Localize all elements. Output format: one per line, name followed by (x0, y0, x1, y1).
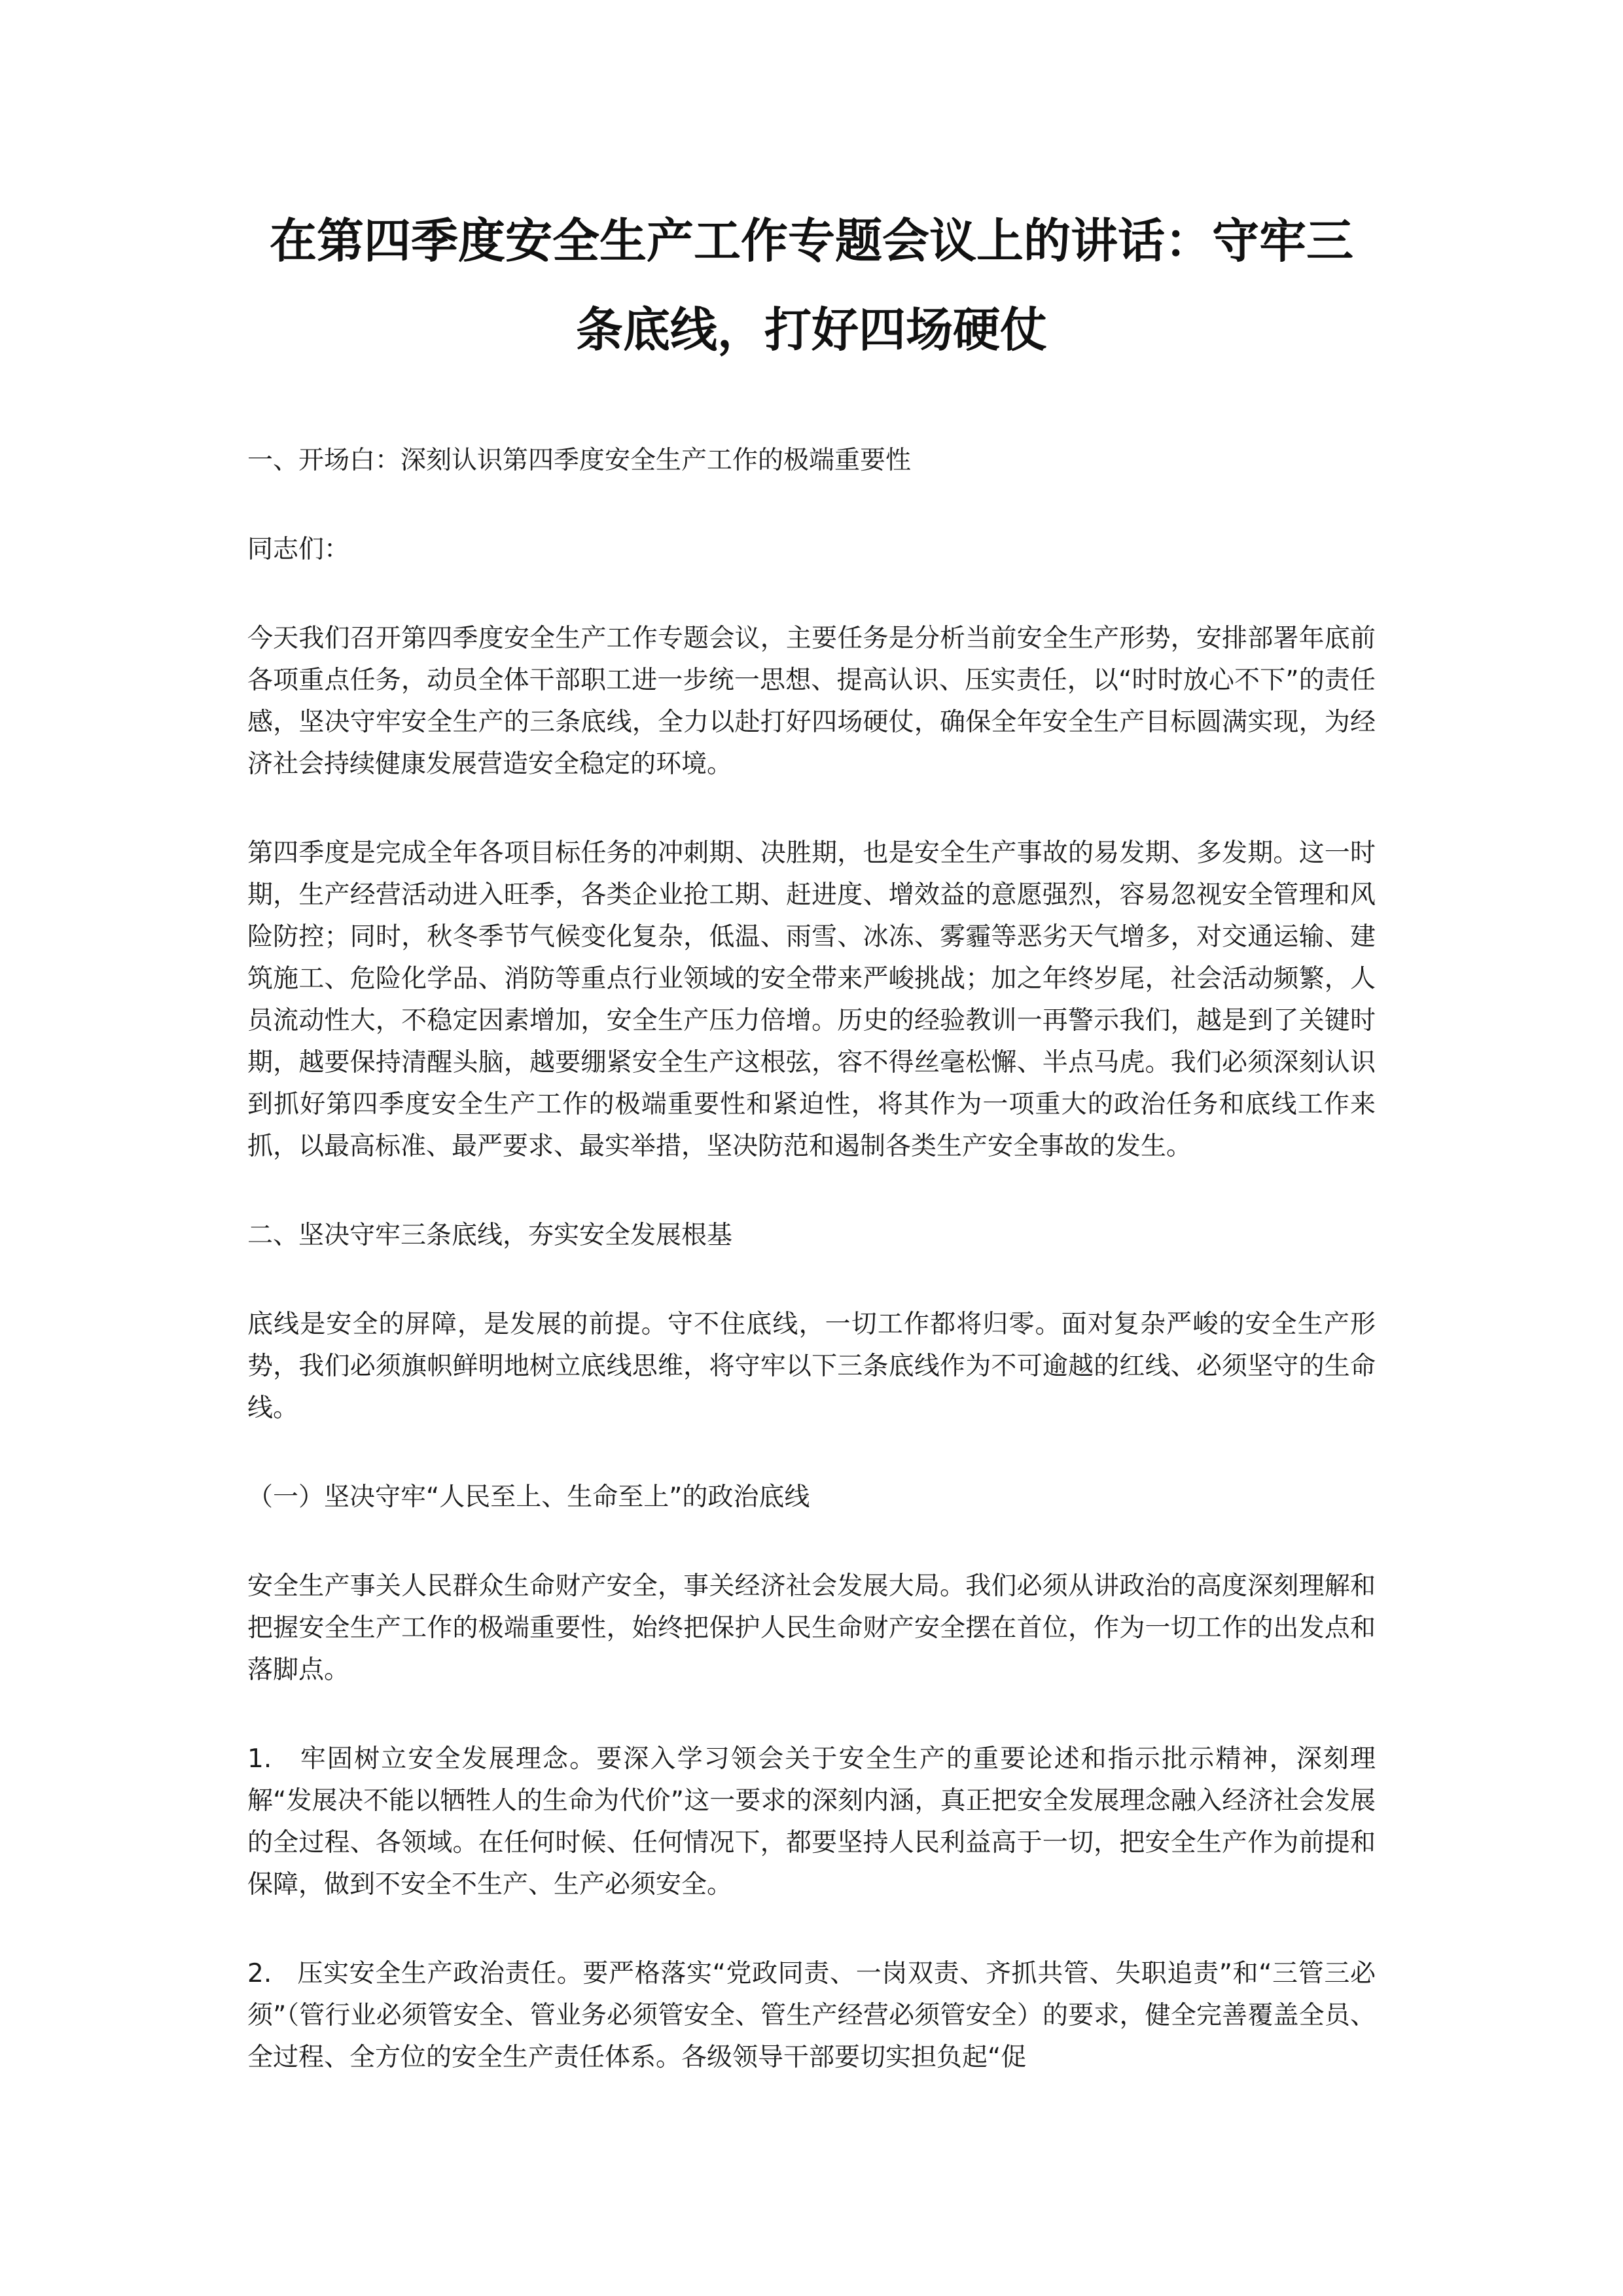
salutation: 同志们： (247, 535, 350, 564)
document-title (247, 196, 1376, 374)
paragraph-3: 底线是安全的屏障，是发展的前提。守不住底线，一切工作都将归零。面对复杂严峻的安全生产形势，我们必须旗帜鲜明地树立底线思维，将守牢以下三条底线作为不可逾越的红线、必须坚守的生命线。 (247, 1310, 1376, 1423)
title-line-1: 在第四季度安全生产工作专题会议上的讲话：守牢三 (269, 213, 1353, 268)
title-line-2: 条底线，打好四场硬仗 (575, 302, 1047, 357)
list-item-2: 2. 压实安全生产政治责任。要严格落实“党政同责、一岗双责、齐抓共管、失职追责”和“三管三必须”（管行业必须管安全、管业务必须管安全、管生产经营必须管安全）的要求，健全完善覆盖全员、全过程、全方位的安全生产责任体系。各级领导干部要切实担负起“促 (247, 1959, 1376, 2072)
paragraph-1: 今天我们召开第四季度安全生产工作专题会议，主要任务是分析当前安全生产形势，安排部署年底前各项重点任务，动员全体干部职工进一步统一思想、提高认识、压实责任，以“时时放心不下”的责任感，坚决守牢安全生产的三条底线，全力以赴打好四场硬仗，确保全年安全生产目标圆满实现，为经济社会持续健康发展营造安全稳定的环境。 (247, 624, 1376, 779)
paragraph-4: 安全生产事关人民群众生命财产安全，事关经济社会发展大局。我们必须从讲政治的高度深刻理解和把握安全生产工作的极端重要性，始终把保护人民生命财产安全摆在首位，作为一切工作的出发点和落脚点。 (247, 1571, 1376, 1685)
paragraph-2: 第四季度是完成全年各项目标任务的冲刺期、决胜期，也是安全生产事故的易发期、多发期。这一时期，生产经营活动进入旺季，各类企业抢工期、赶进度、增效益的意愿强烈，容易忽视安全管理和风险防控；同时，秋冬季节气候变化复杂，低温、雨雪、冰冻、雾霾等恶劣天气增多，对交通运输、建筑施工、危险化学品、消防等重点行业领域的安全带来严峻挑战；加之年终岁尾，社会活动频繁，人员流动性大，不稳定因素增加，安全生产压力倍增。历史的经验教训一再警示我们，越是到了关键时期，越要保持清醒头脑，越要绷紧安全生产这根弦，容不得丝毫松懈、半点马虎。我们必须深刻认识到抓好第四季度安全生产工作的极端重要性和紧迫性，将其作为一项重大的政治任务和底线工作来抓，以最高标准、最严要求、最实举措，坚决防范和遏制各类生产安全事故的发生。 (247, 838, 1376, 1161)
section-heading-1: 一、开场白：深刻认识第四季度安全生产工作的极端重要性 (247, 446, 912, 475)
document-body (247, 196, 1376, 2126)
subsection-heading-1: （一）坚决守牢“人民至上、生命至上”的政治底线 (247, 1482, 810, 1512)
list-item-1: 1. 牢固树立安全发展理念。要深入学习领会关于安全生产的重要论述和指示批示精神，深刻理解“发展决不能以牺牲人的生命为代价”这一要求的深刻内涵，真正把安全发展理念融入经济社会发展的全过程、各领域。在任何时候、任何情况下，都要坚持人民利益高于一切，把安全生产作为前提和保障，做到不安全不生产、生产必须安全。 (247, 1744, 1376, 1899)
section-heading-2: 二、坚决守牢三条底线，夯实安全发展根基 (247, 1221, 733, 1250)
